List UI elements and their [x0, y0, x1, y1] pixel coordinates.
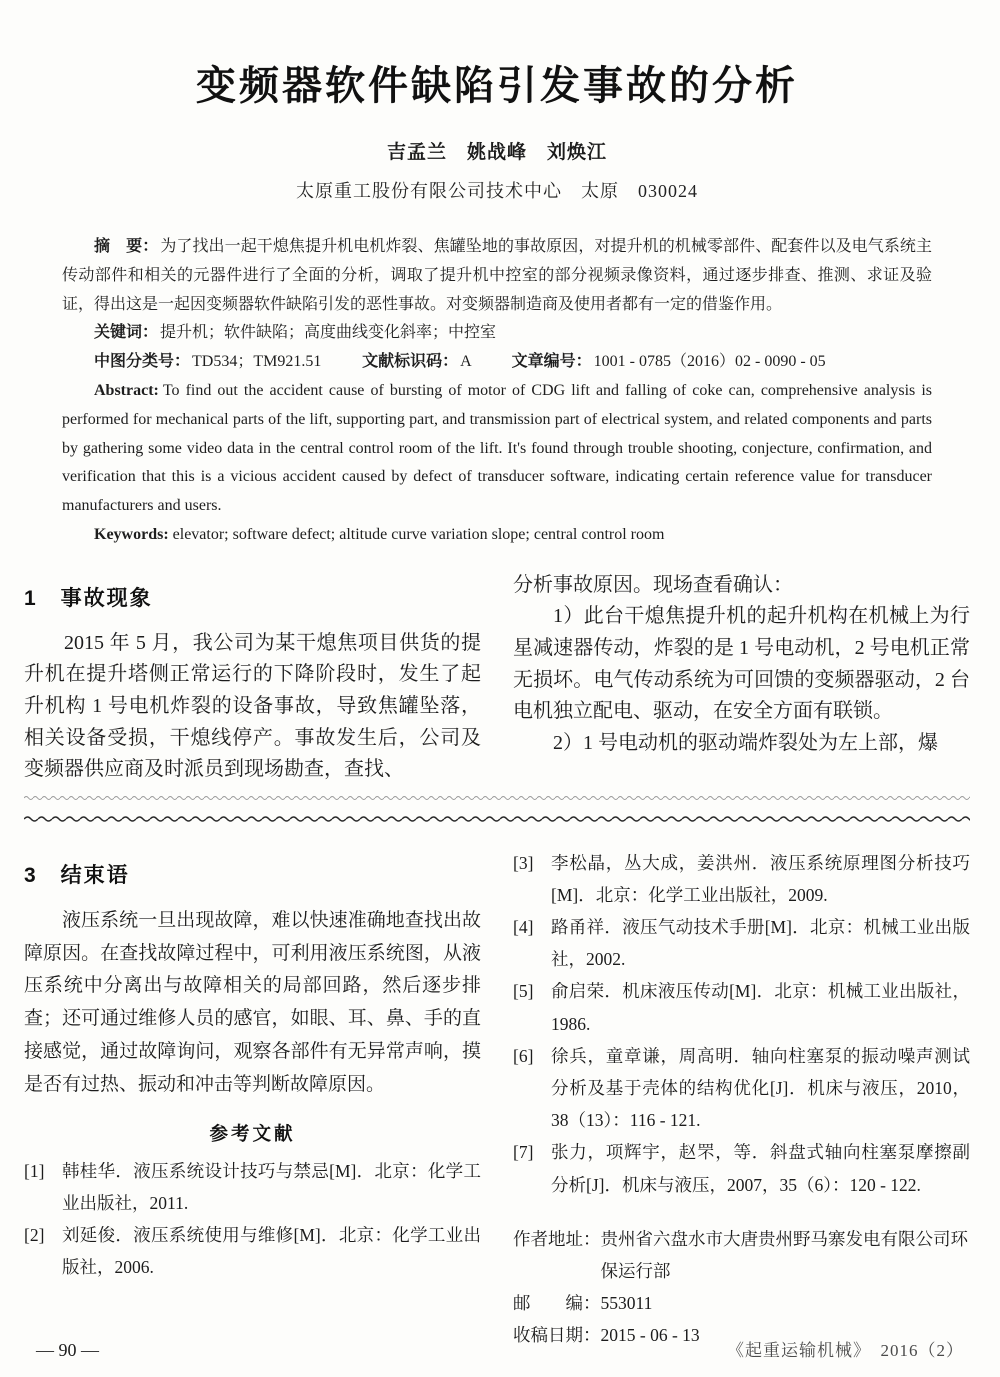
- abstract-cn-text: 为了找出一起干熄焦提升机电机炸裂、焦罐坠地的事故原因，对提升机的机械零部件、配套件以及电气系统主传动部件和相关的元器件进行了全面的分析，调取了提升机中控室的部分视频录像资料，通过逐步排查、推测、求证及验证，得出这是一起因变频器软件缺陷引发的恶性事故。对变频器制造商及使用者都有一定的借鉴作用。: [62, 238, 932, 313]
- reference-marker: [6]: [513, 1045, 534, 1066]
- author-info: [513, 1223, 970, 1352]
- upper-columns: [24, 570, 970, 786]
- torn-edge-wave-thick: [24, 814, 970, 823]
- reference-text: 路甬祥．液压气动技术手册[M]．北京：机械工业出版社，2002.: [551, 917, 970, 970]
- section-3-paragraph: 液压系统一旦出现故障，难以快速准确地查找出故障原因。在查找故障过程中，可利用液压系统图，从液压系统中分离出与故障相关的局部回路，然后逐步排查；还可通过维修人员的感官，如眼、耳、鼻、手的直接感觉，通过故障询问，观察各部件有无异常声响，摸是否有过热、振动和冲击等判断故障原因。: [24, 909, 481, 1096]
- upper-right-column: [513, 570, 970, 786]
- authors: 吉孟兰 姚战峰 刘焕江: [386, 142, 607, 163]
- author-address-label: 作者地址：: [513, 1228, 601, 1249]
- torn-edge-wave-thin: [24, 794, 970, 801]
- reference-text: 张力，项辉宇，赵罘，等．斜盘式轴向柱塞泵摩擦副分析[J]．机床与液压，2007，35（6）：120 - 122.: [551, 1142, 970, 1195]
- reference-item: [513, 975, 970, 1039]
- reference-marker: [2]: [24, 1225, 45, 1246]
- received-date-label: 收稿日期：: [513, 1325, 601, 1346]
- reference-item: [513, 847, 970, 911]
- reference-item: [513, 1136, 970, 1200]
- lower-left-column: [24, 847, 481, 1352]
- references-heading: 参考文献: [209, 1122, 296, 1144]
- keywords-cn-label: 关键词：: [94, 324, 159, 342]
- reference-text: 俞启荣．机床液压传动[M]．北京：机械工业出版社，1986.: [551, 981, 970, 1034]
- classification-line: [62, 348, 932, 377]
- abstract-cn: [62, 233, 932, 319]
- postcode-label: 邮 编：: [513, 1293, 601, 1314]
- affiliation: 太原重工股份有限公司技术中心 太原 030024: [296, 181, 698, 201]
- keywords-cn: [62, 319, 932, 348]
- upper-left-column: [24, 570, 481, 786]
- abstract-cn-label: 摘 要：: [94, 238, 159, 255]
- reference-item: [513, 911, 970, 975]
- article-no-label: 文章编号：: [511, 353, 592, 371]
- keywords-cn-text: 提升机；软件缺陷；高度曲线变化斜率；中控室: [160, 324, 497, 342]
- page-footer: [36, 1336, 964, 1361]
- reference-marker: [7]: [513, 1142, 534, 1163]
- abstract-en-label: Abstract:: [94, 381, 159, 399]
- section-1-continuation: 分析事故原因。现场查看确认：: [513, 573, 793, 596]
- reference-marker: [1]: [24, 1160, 45, 1181]
- reference-marker: [5]: [513, 981, 534, 1002]
- section-3-heading: 3 结束语: [24, 863, 130, 887]
- clc-value: TD534；TM921.51: [192, 353, 322, 371]
- reference-marker: [4]: [513, 917, 534, 938]
- page-number: — 90 —: [36, 1340, 99, 1360]
- reference-text: 李松晶，丛大成，姜洪州．液压系统原理图分析技巧[M]．北京：化学工业出版社，2009.: [551, 852, 970, 905]
- received-date-value: 2015 - 06 - 13: [600, 1325, 700, 1346]
- torn-edge-divider: [24, 794, 970, 823]
- reference-text: 韩桂华．液压系统设计技巧与禁忌[M]．北京：化学工业出版社，2011.: [62, 1160, 481, 1214]
- section-1-heading: 1 事故现象: [24, 586, 153, 610]
- reference-item: [24, 1219, 481, 1283]
- abstract-en-text: To find out the accident cause of bursting of motor of CDG lift and falling of coke can, comprehensive analysis is performed for mechanical parts of the lift, supporting part, and transmission part of electrical system, and related components and parts by gathering some video data in the central control room of the lift. It's found through trouble shooting, conjecture, confirmation, and verification that this is a vicious accident caused by defect of transducer software, indicating certain reference value for transducer manufacturers and users.: [62, 381, 932, 515]
- reference-text: 徐兵，童章谦，周高明．轴向柱塞泵的振动噪声测试分析及基于壳体的结构优化[J]．机床与液压，2010，38（13）：116 - 121.: [551, 1045, 970, 1131]
- reference-item: [24, 1155, 481, 1219]
- doc-code-value: A: [460, 353, 471, 371]
- journal-issue: 《起重运输机械》 2016（2）: [727, 1341, 964, 1360]
- front-matter: [62, 233, 932, 550]
- section-1-item-1: 1）此台干熄焦提升机的起升机构在机械上为行星减速器传动，炸裂的是 1 号电动机，2 号电机正常无损坏。电气传动系统为可回馈的变频器驱动，2 台电机独立配电、驱动，在安全方面有联锁。: [513, 605, 970, 723]
- doc-code-label: 文献标识码：: [362, 353, 459, 371]
- section-1-paragraph: 2015 年 5 月，我公司为某干熄焦项目供货的提升机在提升塔侧正常运行的下降阶段时，发生了起升机构 1 号电机炸裂的设备事故，导致焦罐坠落，相关设备受损，干熄线停产。事故发生后，公司及变频器供应商及时派员到现场勘查，查找、: [24, 631, 481, 781]
- postcode-line: [513, 1287, 970, 1319]
- reference-item: [513, 1040, 970, 1137]
- lower-columns: [24, 847, 970, 1352]
- clc-label: 中图分类号：: [94, 353, 191, 371]
- author-address-line: [513, 1223, 970, 1287]
- keywords-en-label: Keywords:: [94, 525, 169, 543]
- lower-right-column: [513, 847, 970, 1352]
- article-no-value: 1001 - 0785（2016）02 - 0090 - 05: [593, 353, 826, 371]
- author-address-value: 贵州省六盘水市大唐贵州野马寨发电有限公司环保运行部: [600, 1228, 968, 1281]
- abstract-en: [62, 377, 932, 521]
- section-1-item-2: 2）1 号电动机的驱动端炸裂处为左上部，爆: [553, 731, 938, 754]
- reference-text: 刘延俊．液压系统使用与维修[M]．北京：化学工业出版社，2006.: [62, 1225, 481, 1278]
- keywords-en: [62, 521, 932, 550]
- reference-marker: [3]: [513, 852, 534, 873]
- postcode-value: 553011: [600, 1293, 653, 1314]
- paper-title: 变频器软件缺陷引发事故的分析: [196, 64, 798, 108]
- keywords-en-text: elevator; software defect; altitude curve variation slope; central control room: [172, 525, 665, 543]
